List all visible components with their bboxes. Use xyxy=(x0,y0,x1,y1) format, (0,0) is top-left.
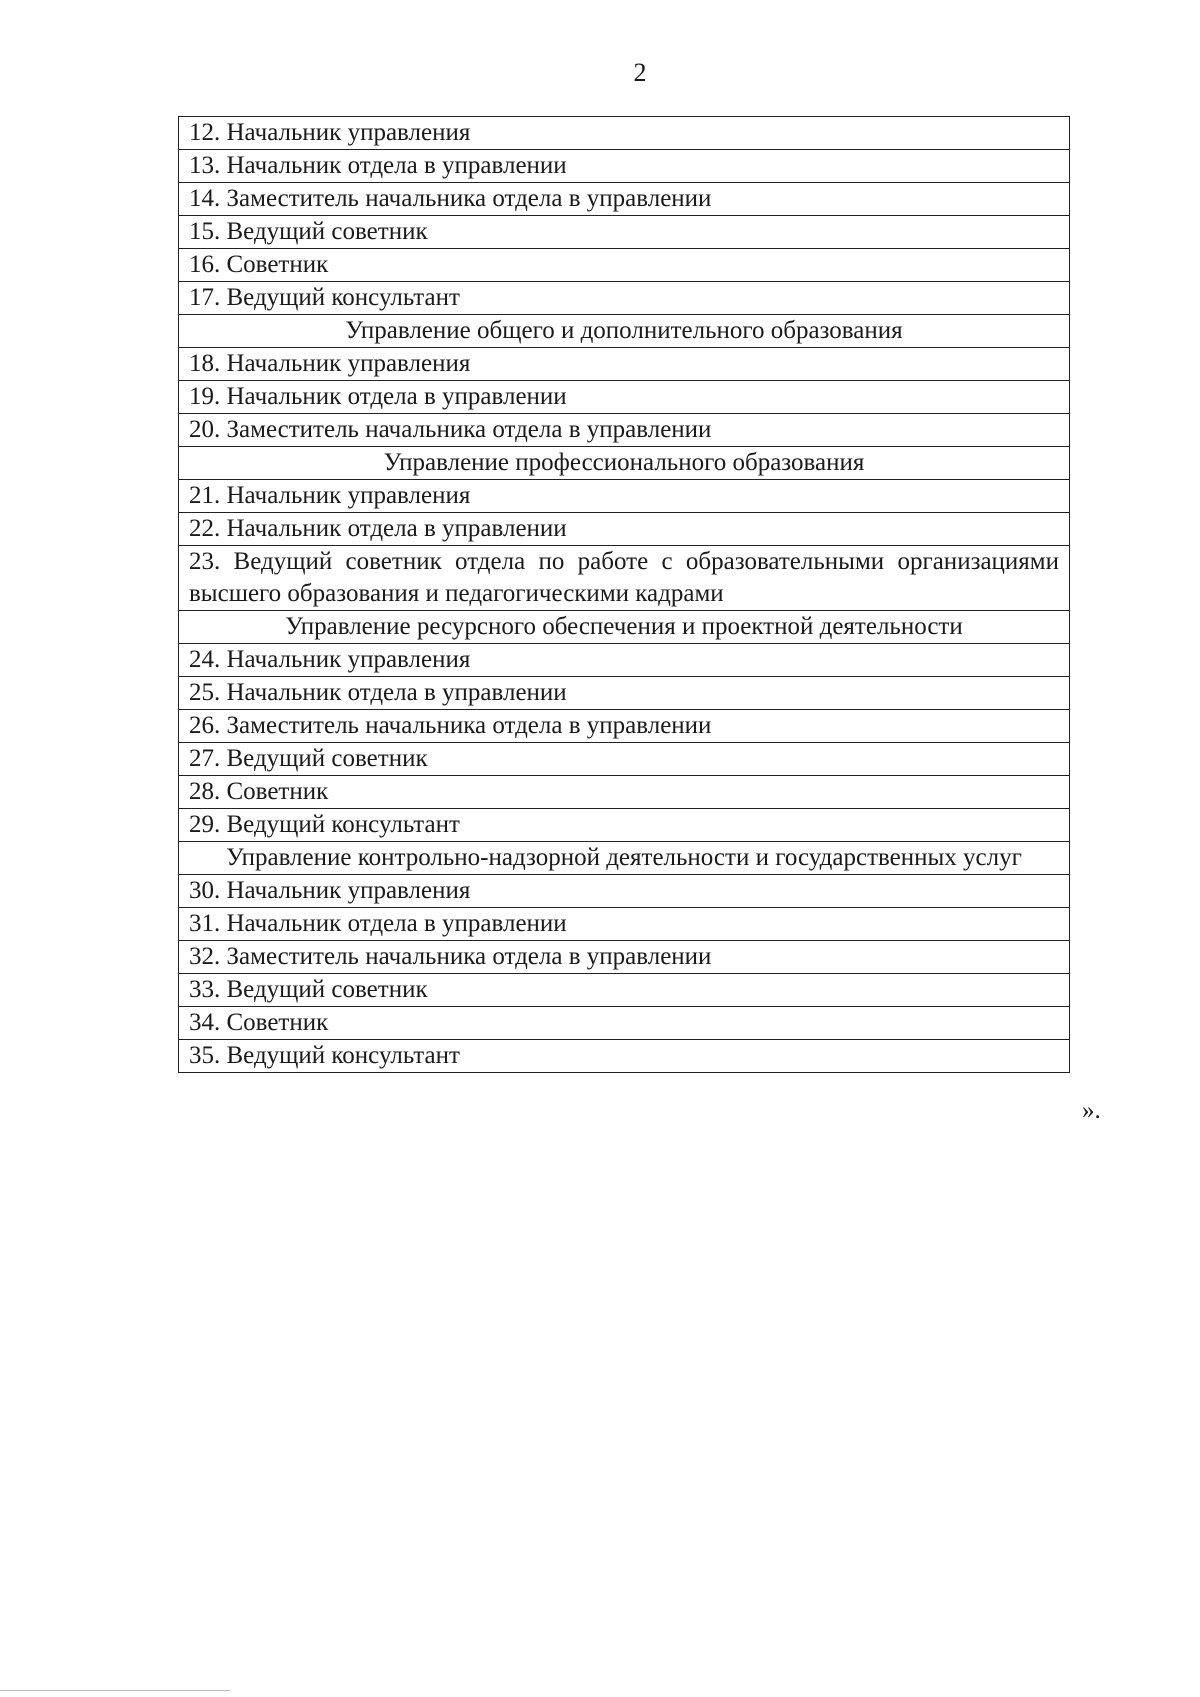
position-item: 26. Заместитель начальника отдела в управлении xyxy=(179,710,1070,743)
position-item: 27. Ведущий советник xyxy=(179,743,1070,776)
table-row xyxy=(179,908,1070,941)
position-item: 34. Советник xyxy=(179,1007,1070,1040)
position-item: 31. Начальник отдела в управлении xyxy=(179,908,1070,941)
position-item: 14. Заместитель начальника отдела в управлении xyxy=(179,183,1070,216)
position-item: 30. Начальник управления xyxy=(179,875,1070,908)
table-row xyxy=(179,1040,1070,1073)
table-row xyxy=(179,974,1070,1007)
table-row xyxy=(179,381,1070,414)
table-row xyxy=(179,710,1070,743)
position-item: 29. Ведущий консультант xyxy=(179,809,1070,842)
table-row xyxy=(179,117,1070,150)
bottom-rule xyxy=(0,1690,230,1691)
table-row xyxy=(179,282,1070,315)
table-row xyxy=(179,513,1070,546)
position-item: 32. Заместитель начальника отдела в управлении xyxy=(179,941,1070,974)
position-item: 35. Ведущий консультант xyxy=(179,1040,1070,1073)
position-item: 20. Заместитель начальника отдела в управлении xyxy=(179,414,1070,447)
section-heading: Управление профессионального образования xyxy=(179,447,1070,480)
position-item: 19. Начальник отдела в управлении xyxy=(179,381,1070,414)
page-number: 2 xyxy=(633,58,647,87)
position-item: 13. Начальник отдела в управлении xyxy=(179,150,1070,183)
position-item: 21. Начальник управления xyxy=(179,480,1070,513)
position-item: 22. Начальник отдела в управлении xyxy=(179,513,1070,546)
table-row xyxy=(179,743,1070,776)
position-item: 33. Ведущий советник xyxy=(179,974,1070,1007)
table-row xyxy=(179,414,1070,447)
table-row xyxy=(179,644,1070,677)
table-row xyxy=(179,809,1070,842)
position-item: 17. Ведущий консультант xyxy=(179,282,1070,315)
table-row xyxy=(179,677,1070,710)
positions-table xyxy=(178,116,1070,1073)
table-row xyxy=(179,348,1070,381)
table-row xyxy=(179,183,1070,216)
position-item: 16. Советник xyxy=(179,249,1070,282)
table-row xyxy=(179,447,1070,480)
table-row xyxy=(179,150,1070,183)
position-item: 15. Ведущий советник xyxy=(179,216,1070,249)
position-item: 25. Начальник отдела в управлении xyxy=(179,677,1070,710)
table-row xyxy=(179,216,1070,249)
closing-quote: ». xyxy=(1082,1097,1101,1124)
table-row xyxy=(179,315,1070,348)
table-row xyxy=(179,480,1070,513)
position-item: 18. Начальник управления xyxy=(179,348,1070,381)
table-row xyxy=(179,249,1070,282)
position-item: 28. Советник xyxy=(179,776,1070,809)
table-row xyxy=(179,1007,1070,1040)
position-item: 12. Начальник управления xyxy=(179,117,1070,150)
table-row xyxy=(179,842,1070,875)
section-heading: Управление ресурсного обеспечения и проектной деятельности xyxy=(179,611,1070,644)
table-row xyxy=(179,941,1070,974)
table-row xyxy=(179,546,1070,611)
position-item: 24. Начальник управления xyxy=(179,644,1070,677)
section-heading: Управление контрольно-надзорной деятельности и государственных услуг xyxy=(179,842,1070,875)
table-row xyxy=(179,776,1070,809)
section-heading: Управление общего и дополнительного образования xyxy=(179,315,1070,348)
table-row xyxy=(179,611,1070,644)
table-row xyxy=(179,875,1070,908)
position-item: 23. Ведущий советник отдела по работе с образовательными организациями высшего образования и педагогическими кадрами xyxy=(179,546,1070,611)
